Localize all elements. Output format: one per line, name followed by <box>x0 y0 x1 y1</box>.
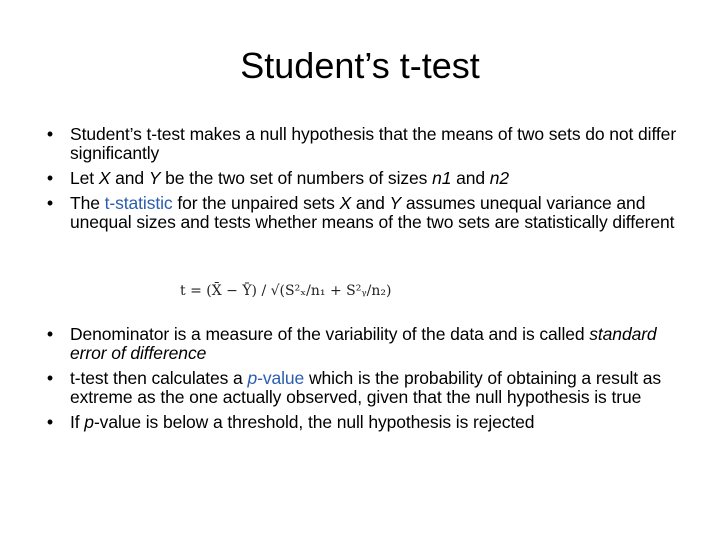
var-y: Y <box>148 168 161 188</box>
bullet-text: Let <box>70 168 99 188</box>
bullet-item-t-statistic <box>30 194 690 232</box>
var-y: Y <box>389 193 402 213</box>
link-text: -value <box>257 368 305 388</box>
var-x: X <box>98 168 111 188</box>
bullet-item-sets <box>30 169 690 188</box>
bullet-text: -value is below a threshold, the null hypothesis is rejected <box>93 412 535 432</box>
t-statistic-link[interactable]: t-statistic <box>104 193 173 213</box>
bullet-item-p-value <box>30 369 690 407</box>
bullet-text: be the two set of numbers of sizes <box>160 168 433 188</box>
slide-title: Student’s t-test <box>240 45 480 86</box>
bullet-text: which is the probability of obtaining a result as extreme as the one actually observed, given that the null hypothesis is true <box>70 368 662 407</box>
p-italic: p <box>84 412 94 432</box>
bullet-list-bottom <box>30 325 690 438</box>
standard-error-term: standard error of difference <box>70 324 657 363</box>
bullet-text: If <box>70 412 85 432</box>
bullet-list-top <box>30 125 690 238</box>
bullet-item-denominator <box>30 325 690 363</box>
bullet-item-null-hypothesis <box>30 125 690 163</box>
bullet-text: and <box>451 168 490 188</box>
p-value-link[interactable] <box>247 368 304 388</box>
bullet-text: t-test then calculates a <box>70 368 248 388</box>
var-n2: n2 <box>489 168 510 188</box>
bullet-text: for the unpaired sets <box>172 193 340 213</box>
var-n1: n1 <box>432 168 452 188</box>
bullet-item-threshold <box>30 413 690 432</box>
bullet-text: Student’s t-test makes a null hypothesis that the means of two sets do not differ significantly <box>70 124 677 163</box>
bullet-text: The <box>70 193 105 213</box>
t-statistic-formula: t = (X̄ − Ȳ) / √(S²ₓ/n₁ + S²ᵧ/n₂) <box>180 283 392 299</box>
p-italic: p <box>247 368 258 388</box>
bullet-text: and <box>351 193 390 213</box>
var-x: X <box>339 193 352 213</box>
bullet-text: and <box>110 168 149 188</box>
bullet-text: Denominator is a measure of the variability of the data and is called <box>70 324 590 344</box>
bullet-text: assumes unequal variance and unequal sizes and tests whether means of the two sets are statistically different <box>70 193 675 232</box>
